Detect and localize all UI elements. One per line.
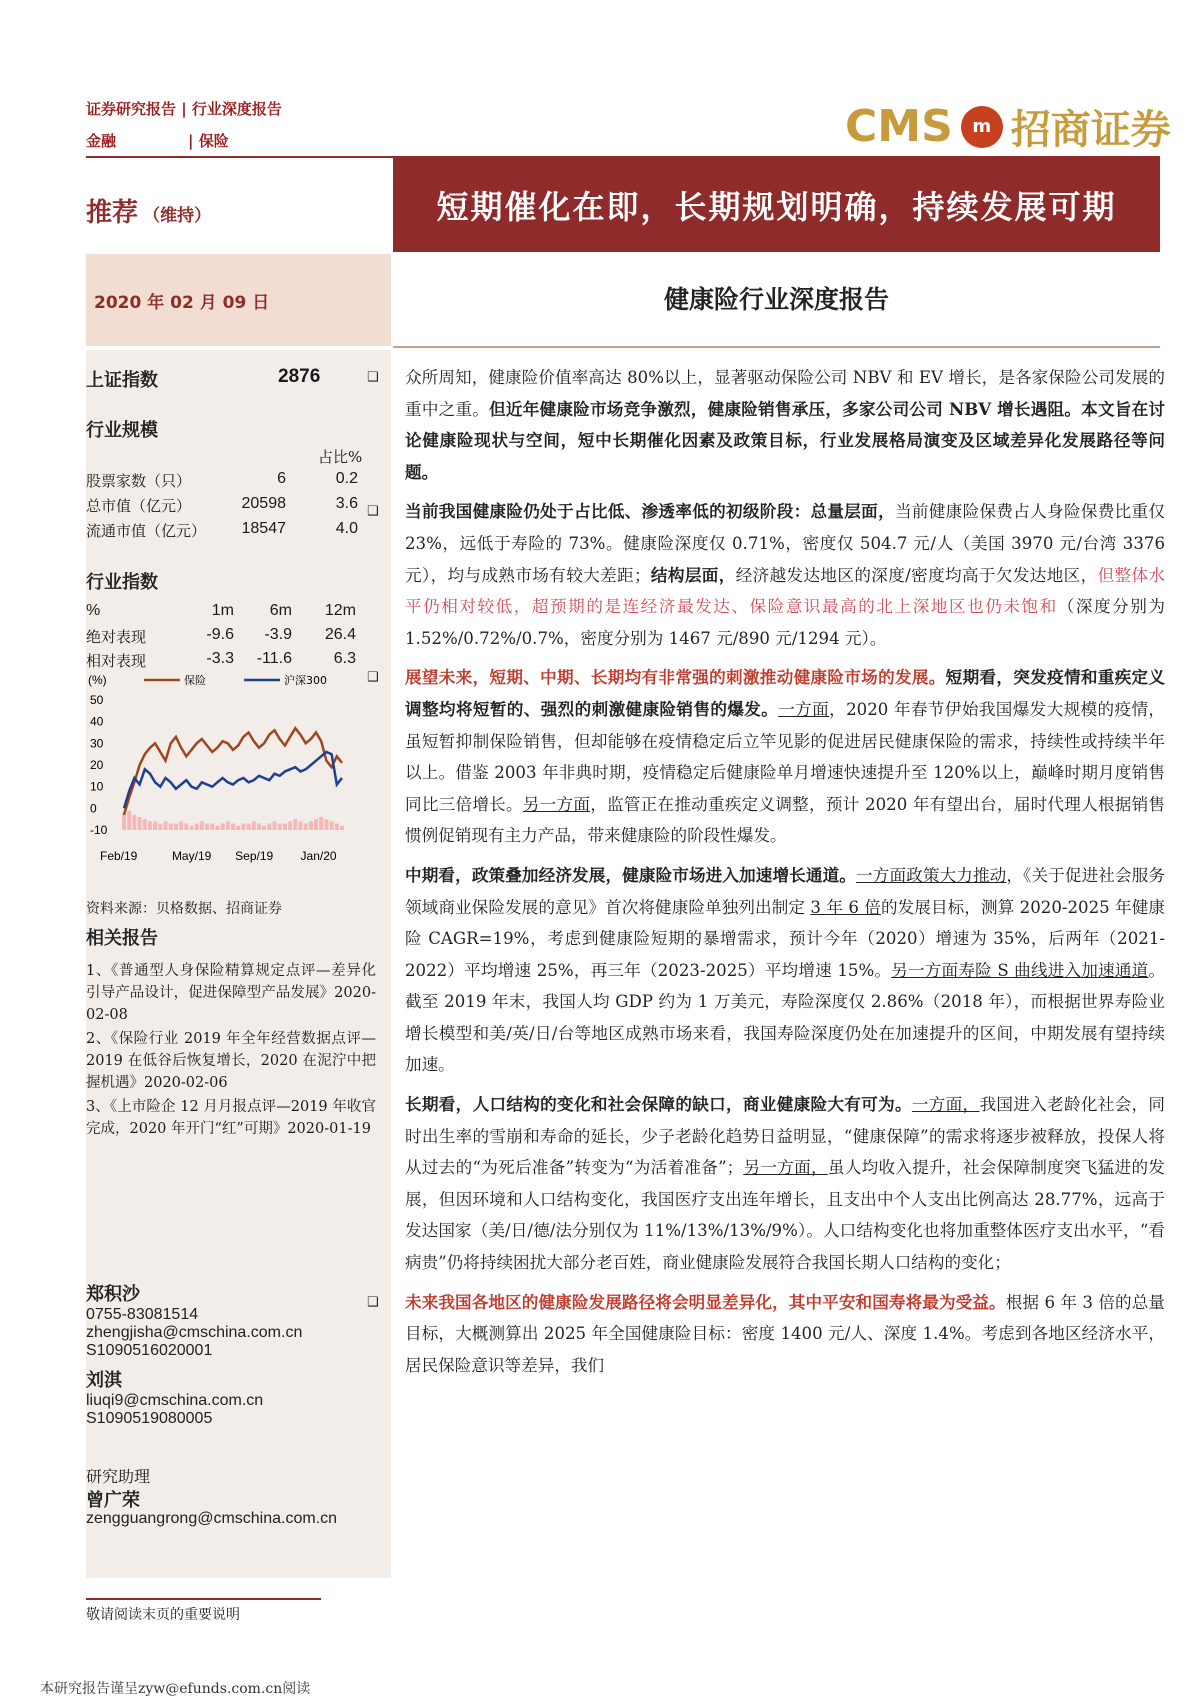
report-title: 短期催化在即，长期规划明确，持续发展可期 bbox=[393, 158, 1160, 252]
volume-bar bbox=[210, 824, 214, 831]
chart-source: 资料来源：贝格数据、招商证券 bbox=[86, 901, 282, 917]
chart-ylabel: (%) bbox=[88, 673, 107, 687]
scale-row-value: 20598 bbox=[241, 495, 286, 512]
scale-title: 行业规模 bbox=[86, 420, 158, 441]
related-report: 1、《普通型人身保险精算规定点评—差异化引导产品设计，促进保障型产品发展》2020-02-08 bbox=[86, 963, 376, 1023]
text-run: 另一方面寿险 S 曲线进入加速通道 bbox=[891, 960, 1149, 980]
logo-badge-icon: m bbox=[961, 106, 1003, 148]
text-run: 展望未来，短期、中期、长期均有非常强的刺激推动健康险市场的发展。 bbox=[405, 667, 946, 688]
report-type: 证券研究报告 | 行业深度报告 bbox=[86, 100, 282, 118]
volume-bar bbox=[304, 824, 308, 831]
volume-bar bbox=[288, 821, 292, 830]
volume-bar bbox=[148, 821, 152, 830]
scale-row-value: 18547 bbox=[241, 520, 286, 537]
x-tick-label: May/19 bbox=[171, 849, 212, 863]
text-run: 虽人均收入提升，社会保障制度突飞猛进的发展，但因环境和人口结构变化，我国医疗支出连年增长，且支出中个人支出比例高达 28.77%，远高于发达国家（美/日/德/法分别仅为 11%/13%/13%/9%）。人口结构变化也将加重整体医疗支出水平，“看病贵”仍将持续困扰大部分老百姓，商业健康险发展符合我国长期人口结构的变化； bbox=[405, 1158, 1166, 1273]
volume-bar bbox=[215, 826, 219, 830]
volume-bar bbox=[169, 824, 173, 831]
main-content bbox=[367, 362, 1166, 1389]
volume-bar bbox=[122, 813, 126, 830]
text-run: ，监管正在推动重疾定义调整，预计 2020 年有望出台，届时代理人根据销售惯例促销现有主力产品，带来健康险的阶段性爆发。 bbox=[405, 794, 1166, 846]
analyst-phone: 0755-83081514 bbox=[86, 1306, 199, 1323]
volume-bar bbox=[314, 819, 318, 830]
text-run: 短期看，突发疫情和重疾定义调整均将短暂的、强烈的刺激健康险销售的爆发。 bbox=[405, 667, 1166, 719]
perf-cell: -9.6 bbox=[206, 626, 234, 643]
volume-bar bbox=[335, 824, 339, 831]
text-run: 中期看，政策叠加经济发展，健康险市场进入加速增长通道。 bbox=[405, 864, 857, 885]
perf-row-label: 相对表现 bbox=[86, 652, 147, 670]
text-run: 一方面政策大力推动 bbox=[856, 865, 1007, 885]
scale-row-label: 总市值（亿元） bbox=[86, 497, 192, 515]
index-chart bbox=[86, 670, 386, 880]
text-run: 但整体水平仍相对较低，超预期的是连经济最发达、保险意识最高的北上深地区也仍未饱和 bbox=[405, 565, 1166, 617]
sidebar bbox=[86, 350, 391, 1578]
perf-cell: -11.6 bbox=[256, 650, 292, 667]
perf-title: 行业指数 bbox=[86, 572, 158, 593]
text-run: 。截至 2019 年末，我国人均 GDP 约为 1 万美元，寿险深度仅 2.86%（2018 年），而根据世界寿险业增长模型和美/英/日/台等地区成熟市场来看，我国寿险深度仍处在加速提升的区间，中期发展有望持续加速。 bbox=[405, 960, 1165, 1075]
analyst-email[interactable]: liuqi9@cmschina.com.cn bbox=[86, 1392, 264, 1409]
footer-notice: 敬请阅读末页的重要说明 bbox=[86, 1607, 240, 1623]
paragraph-4 bbox=[405, 860, 1165, 1081]
volume-bar bbox=[138, 817, 142, 830]
y-tick-label: -10 bbox=[90, 823, 108, 837]
volume-bar bbox=[293, 819, 297, 830]
volume-bar bbox=[143, 819, 147, 830]
assistant-title: 研究助理 bbox=[86, 1467, 151, 1486]
volume-bar bbox=[236, 826, 240, 830]
y-tick-label: 20 bbox=[90, 758, 104, 772]
sector: 金融 bbox=[86, 132, 117, 150]
volume-bar bbox=[127, 811, 131, 831]
series-line bbox=[124, 728, 342, 815]
text-run: 众所周知，健康险价值率高达 80%以上，显著驱动保险公司 NBV 和 EV 增长，是各家保险公司发展的重中之重。 bbox=[405, 368, 1165, 419]
paragraph-1 bbox=[367, 362, 1166, 488]
volume-bar bbox=[267, 824, 271, 831]
volume-bar bbox=[158, 824, 162, 831]
volume-bar bbox=[319, 817, 323, 830]
volume-bar bbox=[226, 821, 230, 830]
report-date: 2020 年 02 月 09 日 bbox=[86, 254, 391, 346]
analyst-name: 郑积沙 bbox=[86, 1284, 140, 1305]
legend-label: 保险 bbox=[184, 674, 206, 687]
text-run: 的发展目标，测算 2020-2025 年健康险 CAGR=19%，考虑到健康险短期的暴增需求，预计今年（2020）增速为 35%，后两年（2021-2022）平均增速 25%，再三年（2023-2025）平均增速 15%。 bbox=[405, 897, 1165, 980]
index-value: 2876 bbox=[278, 366, 321, 387]
logo-latin: CMS bbox=[845, 101, 953, 152]
analyst-cert: S1090519080005 bbox=[86, 1410, 213, 1427]
watermark: 本研究报告谨呈zyw@efunds.com.cn阅读 bbox=[40, 1681, 311, 1697]
paragraph-6 bbox=[367, 1287, 1165, 1382]
paragraph-2 bbox=[367, 496, 1166, 654]
volume-bar bbox=[241, 824, 245, 831]
volume-bar bbox=[340, 826, 344, 830]
legend-label: 沪深300 bbox=[284, 674, 327, 687]
analyst-email[interactable]: zhengjisha@cmschina.com.cn bbox=[86, 1324, 303, 1341]
perf-header-cell: 12m bbox=[324, 602, 356, 619]
related-report: 3、《上市险企 12 月月报点评—2019 年收官完成，2020 年开门“红”可期》2020-01-19 bbox=[86, 1099, 376, 1137]
text-run: 未来我国各地区的健康险发展路径将会明显差异化，其中平安和国寿将最为受益。 bbox=[405, 1291, 1006, 1312]
text-run: 但近年健康险市场竞争激烈，健康险销售承压，多家公司公司 NBV 增长遇阻。本文旨在讨论健康险现状与空间，短中长期催化因素及政策目标，行业发展格局演变及区域差异化发展路径等问题。 bbox=[405, 398, 1166, 482]
cms-logo bbox=[845, 98, 1171, 155]
scale-row-share: 4.0 bbox=[335, 520, 358, 537]
text-run: 经济越发达地区的深度/密度均高于欠发达地区， bbox=[735, 565, 1098, 585]
text-run: 一方面 bbox=[778, 699, 830, 719]
volume-bar bbox=[298, 821, 302, 830]
volume-bar bbox=[330, 821, 334, 830]
volume-bar bbox=[273, 821, 277, 830]
volume-bar bbox=[278, 824, 282, 831]
scale-row-share: 0.2 bbox=[335, 470, 358, 487]
text-run: 当前健康险保费占人身险保费比重仅 23%，远低于寿险的 73%。健康险深度仅 0.71%，密度仅 504.7 元/人（美国 3970 元/台湾 3376 元），均与成熟市场有较大差距； bbox=[405, 502, 1166, 585]
text-run: 3 年 6 倍 bbox=[810, 897, 881, 917]
scale-col-header: 占比% bbox=[318, 448, 363, 466]
volume-bar bbox=[195, 824, 199, 831]
scale-row-value: 6 bbox=[277, 470, 286, 487]
x-tick-label: Jan/20 bbox=[300, 849, 337, 863]
rating-box bbox=[86, 158, 391, 252]
y-tick-label: 10 bbox=[90, 779, 104, 794]
text-run: 一方面， bbox=[911, 1095, 980, 1115]
volume-bar bbox=[179, 821, 183, 830]
text-run: （深度分别为 1.52%/0.72%/0.7%，密度分别为 1467 元/890 元/1294 元）。 bbox=[405, 597, 1166, 648]
related-list bbox=[86, 960, 376, 1142]
sub-sector: | 保险 bbox=[188, 132, 229, 150]
volume-bar bbox=[132, 815, 136, 830]
volume-bar bbox=[205, 824, 209, 831]
volume-bar bbox=[262, 826, 266, 830]
subtitle-rule bbox=[393, 346, 1160, 348]
volume-bar bbox=[221, 824, 225, 831]
y-tick-label: 40 bbox=[90, 714, 104, 729]
rating-note: （维持） bbox=[143, 206, 212, 226]
scale-row-label: 流通市值（亿元） bbox=[86, 522, 207, 540]
text-run: ，《关于促进社会服务领域商业保险发展的意见》首次将健康险单独列出制定 bbox=[405, 865, 1166, 917]
y-tick-label: 0 bbox=[90, 801, 97, 816]
x-tick-label: Feb/19 bbox=[100, 849, 138, 863]
rating: 推荐 bbox=[86, 198, 139, 228]
analyst-cert: S1090516020001 bbox=[86, 1342, 213, 1359]
perf-cell: 26.4 bbox=[324, 626, 356, 643]
footer-rule bbox=[86, 1598, 321, 1600]
volume-bar bbox=[324, 819, 328, 830]
text-run: ，2020 年春节伊始我国爆发大规模的疫情，虽短暂抑制保险销售，但却能够在疫情稳定后立竿见影的促进居民健康保险的需求，持续性或持续半年以上。借鉴 2003 年非典时期，疫情稳定后健康险单月增速快速提升至 120%以上，巅峰时期月度销售同比三倍增长。 bbox=[405, 699, 1166, 814]
analyst-card bbox=[86, 1366, 386, 1428]
volume-bar bbox=[153, 821, 157, 830]
volume-bar bbox=[309, 821, 313, 830]
series-line bbox=[124, 752, 342, 808]
volume-bar bbox=[200, 821, 204, 830]
volume-bar bbox=[283, 824, 287, 831]
chart-svg bbox=[86, 670, 386, 880]
bullet-icon: ❑ bbox=[367, 670, 379, 686]
text-run: 我国进入老龄化社会，同时出生率的雪崩和寿命的延长，少子老龄化趋势日益明显，“健康保障”的需求将逐步被释放，投保人将从过去的“为死后准备”转变为“为活着准备”； bbox=[405, 1095, 1166, 1178]
volume-bar bbox=[164, 821, 168, 830]
bullet-icon: ❑ bbox=[367, 504, 379, 520]
text-run: 长期看，人口结构的变化和社会保障的缺口，商业健康险大有可为。 bbox=[405, 1094, 912, 1115]
index-label: 上证指数 bbox=[86, 370, 158, 391]
text-run: 当前我国健康险仍处于占比低、渗透率低的初级阶段：总量层面， bbox=[405, 501, 895, 522]
volume-bar bbox=[189, 826, 193, 830]
logo-cn: 招商证券 bbox=[1010, 106, 1171, 153]
perf-cell: -3.9 bbox=[264, 626, 292, 643]
report-subtitle: 健康险行业深度报告 bbox=[663, 285, 889, 314]
volume-bar bbox=[231, 824, 235, 831]
perf-cell: 6.3 bbox=[333, 650, 356, 667]
volume-bar bbox=[174, 824, 178, 831]
perf-row-label: 绝对表现 bbox=[86, 628, 147, 646]
text-run: 根据 6 年 3 倍的总量目标，大概测算出 2025 年全国健康险目标：密度 1400 元/人、深度 1.4%。考虑到各地区经济水平，居民保险意识等差异，我们 bbox=[405, 1292, 1165, 1375]
perf-cell: -3.3 bbox=[206, 650, 234, 667]
volume-bar bbox=[184, 824, 188, 831]
related-title: 相关报告 bbox=[86, 928, 158, 949]
bullet-icon: ❑ bbox=[367, 1294, 379, 1310]
text-run: 另一方面 bbox=[522, 794, 591, 814]
paragraph-3 bbox=[367, 662, 1166, 852]
y-tick-label: 50 bbox=[90, 693, 104, 707]
text-run: 另一方面， bbox=[743, 1158, 828, 1178]
y-tick-label: 30 bbox=[90, 736, 104, 751]
assistant-email[interactable]: zengguangrong@cmschina.com.cn bbox=[86, 1510, 338, 1527]
perf-header-cell: % bbox=[86, 602, 101, 619]
volume-bar bbox=[257, 824, 261, 831]
scale-row-share: 3.6 bbox=[335, 495, 358, 512]
x-tick-label: Sep/19 bbox=[235, 849, 274, 863]
text-run: 结构层面， bbox=[650, 564, 736, 585]
perf-header-cell: 6m bbox=[269, 602, 292, 619]
volume-bar bbox=[247, 824, 251, 831]
related-report: 2、《保险行业 2019 年全年经营数据点评—2019 在低谷后恢复增长，2020 在泥泞中把握机遇》2020-02-06 bbox=[86, 1031, 376, 1091]
analyst-name: 刘淇 bbox=[86, 1370, 122, 1391]
perf-header-cell: 1m bbox=[211, 602, 234, 619]
assistant-name: 曾广荣 bbox=[86, 1490, 140, 1511]
bullet-icon: ❑ bbox=[367, 370, 379, 385]
analysts bbox=[86, 1280, 386, 1434]
volume-bar bbox=[252, 821, 256, 830]
paragraph-5 bbox=[405, 1089, 1165, 1279]
scale-row-label: 股票家数（只） bbox=[86, 472, 192, 490]
analyst-card bbox=[86, 1280, 386, 1360]
